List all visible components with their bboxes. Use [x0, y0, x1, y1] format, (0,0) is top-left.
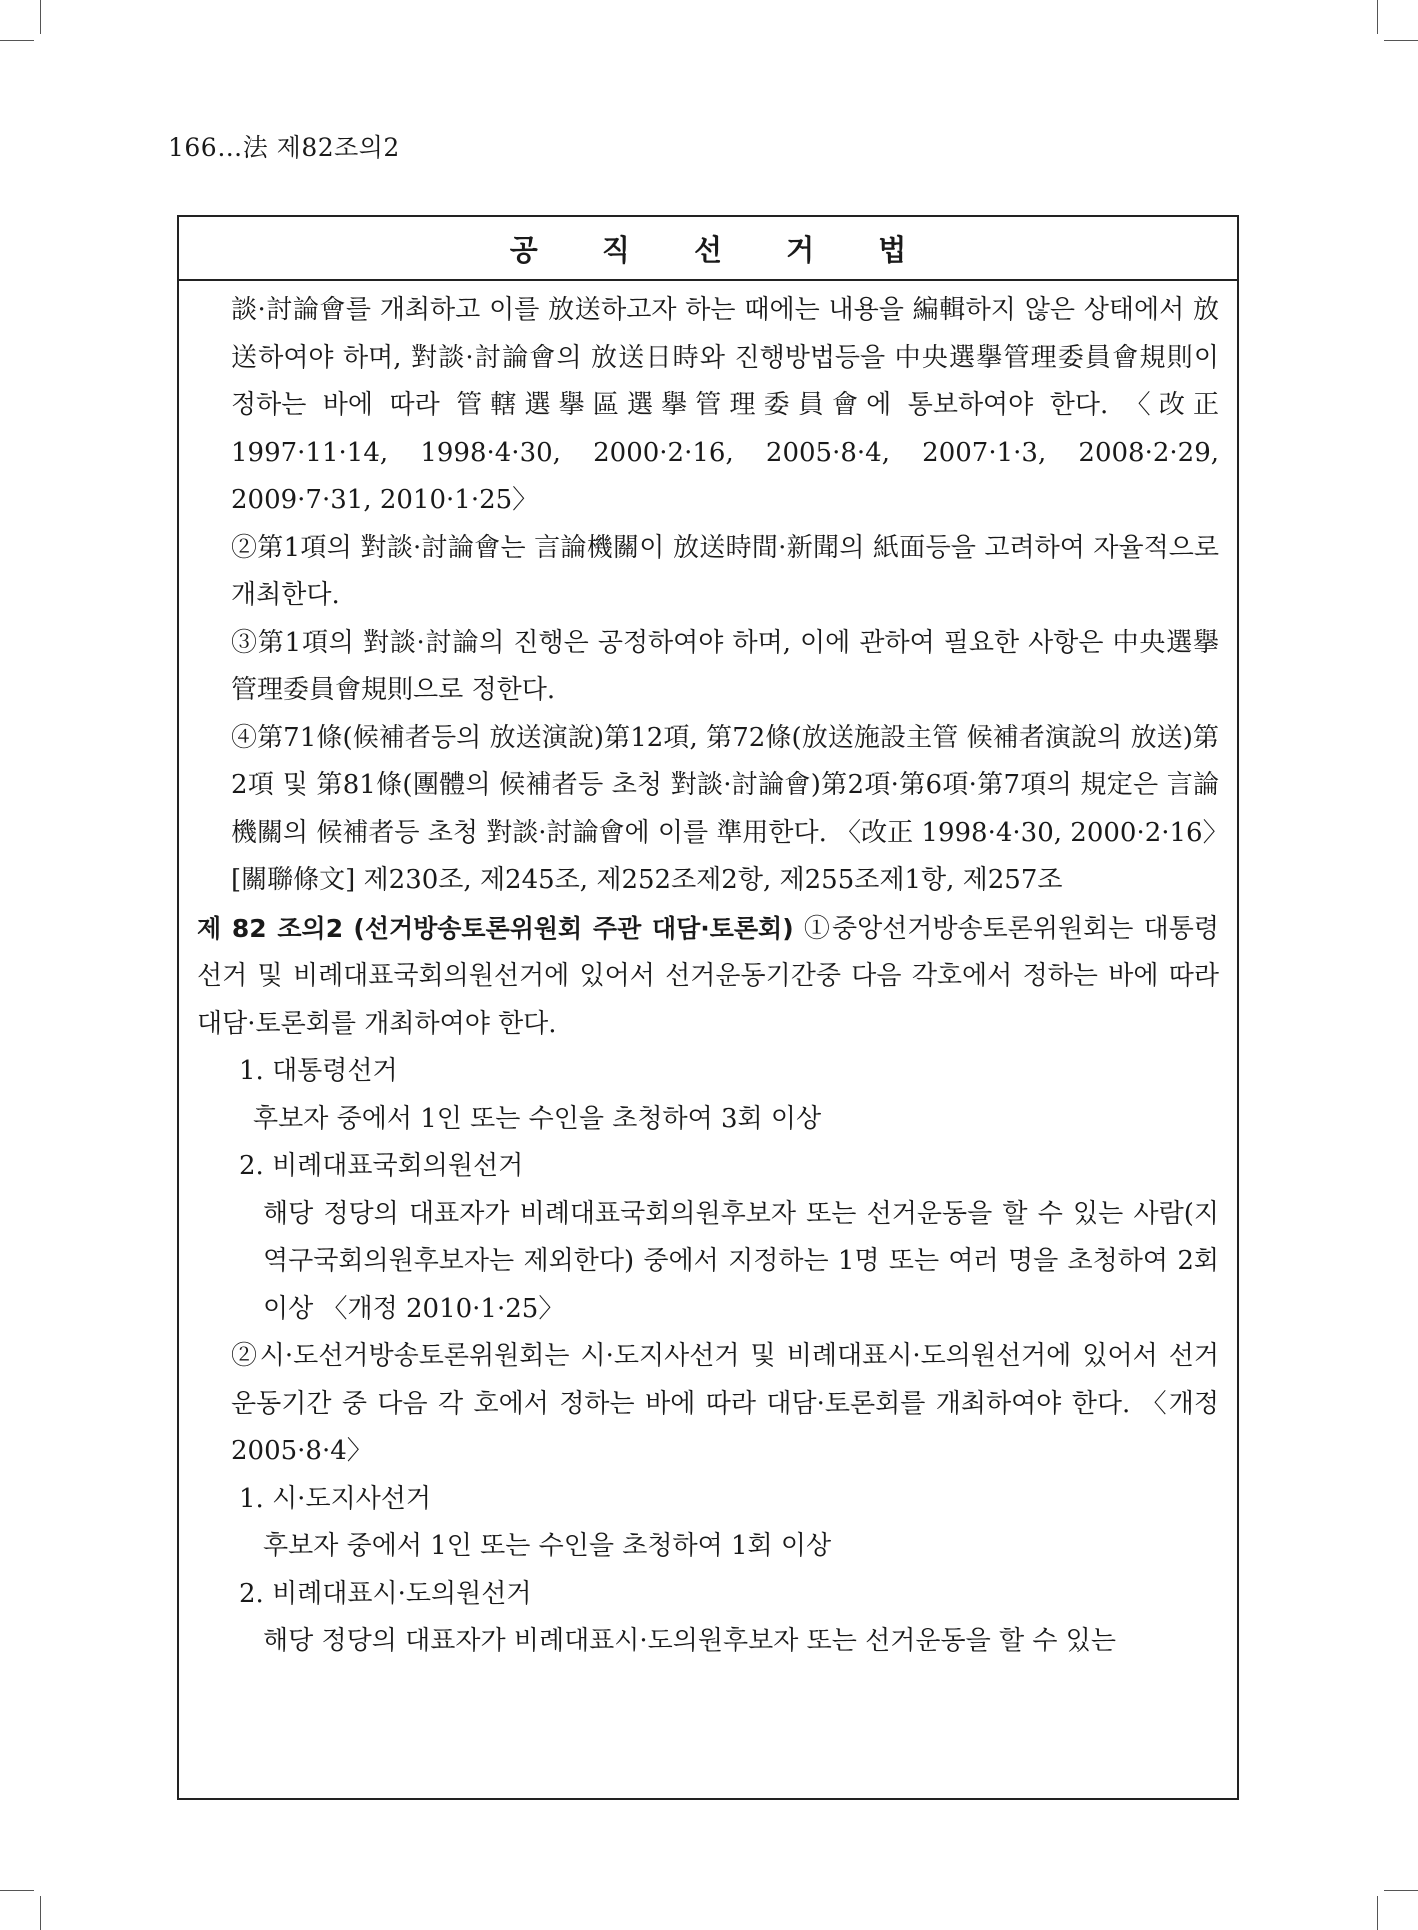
related-articles: [關聯條文] 제230조, 제245조, 제252조제2항, 제255조제1항, 제257조	[231, 865, 1063, 895]
crop-mark	[40, 1896, 41, 1930]
page-header: 166…法 제82조의2	[168, 133, 400, 162]
box-title: 공 직 선 거 법	[179, 217, 1237, 281]
item-2-text: 해당 정당의 대표자가 비례대표국회의원후보자 또는 선거운동을 할 수 있는 사람(지역구국회의원후보자는 제외한다) 중에서 지정하는 1명 또는 여러 명을 초청하여 2회 이상 〈개정 2010·1·25〉	[263, 1198, 1219, 1324]
crop-mark	[0, 1890, 34, 1891]
item-3-text: 후보자 중에서 1인 또는 수인을 초청하여 1회 이상	[263, 1531, 832, 1561]
paragraph-4: ④第71條(候補者등의 放送演說)第12項, 第72條(放送施設主管 候補者演說의 放送)第2項 및 第81條(團體의 候補者등 초청 對談·討論會)第2項·第6項·第7項의 規定은 言論機關의 候補者등 초청 對談·討論會에 이를 準用한다. 〈改正 1998·4·30, 2000·2·16〉	[231, 722, 1229, 848]
crop-mark	[1384, 40, 1418, 41]
article-paragraph-1: ①중앙선거방송토론위원회는 대통령선거 및 비례대표국회의원선거에 있어서 선거운동기간중 다음 각호에서 정하는 바에 따라 대담·토론회를 개최하여야 한다.	[197, 913, 1219, 1039]
law-text-box	[177, 215, 1239, 1800]
crop-mark	[1377, 1896, 1378, 1930]
paragraph-5: ②시·도선거방송토론위원회는 시·도지사선거 및 비례대표시·도의원선거에 있어서 선거운동기간 중 다음 각 호에서 정하는 바에 따라 대담·토론회를 개최하여야 한다. 〈개정 2005·8·4〉	[231, 1341, 1219, 1466]
item-1-text: 후보자 중에서 1인 또는 수인을 초청하여 3회 이상	[253, 1103, 822, 1134]
article-82-2	[197, 905, 1219, 1049]
item-1-heading: 1. 대통령선거	[239, 1056, 398, 1086]
item-4-text: 해당 정당의 대표자가 비례대표시·도의원후보자 또는 선거운동을 할 수 있는	[263, 1626, 1116, 1656]
item-2-heading: 2. 비례대표국회의원선거	[239, 1151, 524, 1181]
paragraph-3: ③第1項의 對談·討論의 진행은 공정하여야 하며, 이에 관하여 필요한 사항은 中央選擧管理委員會規則으로 정한다.	[231, 627, 1219, 705]
item-3-heading: 1. 시·도지사선거	[239, 1483, 432, 1514]
article-title: (선거방송토론위원회 주관 대담·토론회)	[353, 913, 794, 943]
paragraph-2: ②第1項의 對談·討論會는 言論機關이 放送時間·新聞의 紙面등을 고려하여 자율적으로 개최한다.	[231, 532, 1219, 610]
box-body	[179, 281, 1237, 1666]
crop-mark	[1377, 0, 1378, 34]
crop-mark	[0, 40, 34, 41]
article-number: 제 82 조의2	[197, 913, 344, 943]
paragraph-continued: 談·討論會를 개최하고 이를 放送하고자 하는 때에는 내용을 編輯하지 않은 상태에서 放送하여야 하며, 對談·討論會의 放送日時와 진행방법등을 中央選擧管理委員會規則이 정하는 바에 따라 管轄選擧區選擧管理委員會에 통보하여야 한다. 〈改正 1997·11·14, 1998·4·30, 2000·2·16, 2005·8·4, 2007·1·3, 2008·2·29, 2009·7·31, 2010·1·25〉	[231, 295, 1219, 515]
crop-mark	[40, 0, 41, 34]
item-4-heading: 2. 비례대표시·도의원선거	[239, 1578, 532, 1609]
crop-mark	[1384, 1890, 1418, 1891]
